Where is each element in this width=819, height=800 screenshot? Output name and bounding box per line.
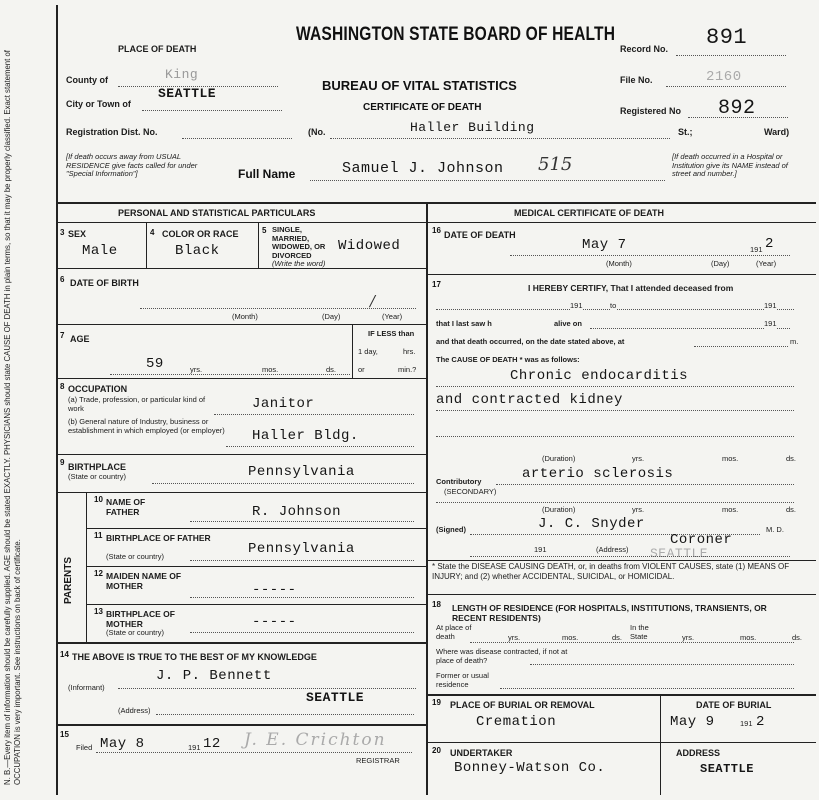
industry-label: (b) General nature of Industry, business or establishment in which employed (or employer) bbox=[68, 417, 225, 435]
father-birthplace: Pennsylvania bbox=[248, 541, 355, 557]
usual-residence-note: [If death occurs away from USUAL RESIDENCE give facts called for under "Special Information"] bbox=[66, 152, 198, 178]
sex: Male bbox=[82, 243, 118, 259]
age-ds-label: ds. bbox=[326, 365, 337, 374]
death-day-label: (Day) bbox=[711, 259, 730, 268]
color: Black bbox=[175, 243, 220, 259]
signed-label: (Signed) bbox=[436, 525, 466, 534]
duration-mos-2: mos. bbox=[722, 505, 739, 514]
death-occurred-text: and that death occurred, on the date stated above, at bbox=[436, 337, 625, 346]
secondary-label: (SECONDARY) bbox=[444, 487, 497, 496]
occupation-label: OCCUPATION bbox=[68, 384, 128, 394]
file-no-label: File No. bbox=[620, 75, 653, 85]
res-mos-1: mos. bbox=[562, 633, 579, 642]
county-label: County of bbox=[66, 75, 108, 85]
father-birthplace-label: BIRTHPLACE OF FATHER bbox=[106, 533, 211, 543]
cause-label: The CAUSE OF DEATH * was as follows: bbox=[436, 355, 580, 364]
cause-footnote: * State the DISEASE CAUSING DEATH, or, in deaths from VIOLENT CAUSES, state (1) MEANS OF INJURY; and (2) whether ACCIDENTAL, SUICIDAL, or HOMICIDAL. bbox=[432, 562, 790, 581]
alive-on-label: alive on bbox=[554, 319, 582, 328]
filed-year-prefix: 191 bbox=[188, 743, 201, 752]
signed-name: J. C. Snyder bbox=[538, 516, 645, 532]
registrar-signature: J. E. Crichton bbox=[244, 730, 387, 750]
informant-address-label: (Address) bbox=[118, 706, 151, 715]
death-certificate: N. B.—Every item of information should be carefully supplied. AGE should be stated EXACTLY. PHYSICIANS should state CAUSE OF DEATH in plain terms, so that it may be properly classified. Exact statement of OCCUPATION is very important. See instructions on back of certificate. PLACE OF DEATH WASHINGTON STATE BOARD OF HEALTH BUREAU OF VITAL STATISTICS CERTIFICATE OF DEATH Record No. 891 File No. 2160 Registered No 892 County of King City or Town of SEATTLE Registration Dist. No. (No. Haller Building St.; Ward) [If death occurs away from USUAL RESIDENCE give facts called for under "Special Information"] Full Name Samuel J. Johnson 515 [If death occurred in a Hospital or Institution give its NAME instead of street and number.] PERSONAL AND STATISTICAL PARTICULARS MEDICAL CERTIFICATE OF DEATH 3 SEX Male 4 COLOR OR RACE Black 5 SINGLE, MARRIED, WIDOWED, OR DIVORCED (Write the word) Widowed 6 DATE OF BIRTH / (Month) (Day) (Year) 7 AGE 59 yrs. mos. ds. IF LESS than 1 day, hrs. or min.? 8 OCCUPATION (a) Trade, profession, or particular kind of work Janitor (b) General nature of Industry, business or establishment in which employed (or employer) Haller Bldg. 9 BIRTHPLACE (State or country) Pennsylvania PARENTS 10 NAME OF FATHER R. Johnson 11 BIRTHPLACE OF FATHER (State or country) Pennsylvania 12 MAIDEN NAME OF MOTHER ----- 13 BIRTHPLACE OF MOTHER (State or country) ----- 14 THE ABOVE IS TRUE TO THE BEST OF MY KNOWLEDGE J. P. Bennett (Informant) SEATTLE (Address) 15 Filed May 8 191 12 J. E. Crichton REGISTRAR 16 DATE OF DEATH May 7 191 2 (Month) (Day) (Year) 17 I HEREBY CERTIFY, That I attended deceased from 191 to 191 that I last saw h alive on 191 and that death occurred, on the date stated above, at m. The CAUSE OF DEATH * was as follows: Chronic endocarditis and contracted kidney (Duration) yrs. mos. ds. Contributory (SECONDARY) arterio sclerosis (Duration) yrs. mos. ds. (Signed) J. C. Snyder M. D. Coroner 191 (Address) SEATTLE * State the DISEASE CAUSING DEATH, or, in deaths from VIOLENT CAUSES, state (1) MEANS OF INJURY; and (2) whether ACCIDENTAL, SUICIDAL, or HOMICIDAL. 18 LENGTH OF RESIDENCE (FOR HOSPITALS, INSTITUTIONS, TRANSIENTS, OR RECENT RESIDENTS) At place of death yrs. mos. ds. In the State yrs. mos. ds. Where was disease contracted, if not at place of death? Former or usual residence 19 PLACE OF BURIAL OR REMOVAL Cremation DATE OF BURIAL May 9 191 2 20 UNDERTAKER Bonney-Watson Co. ADDRESS SEATTLE bbox=[0, 0, 819, 800]
marital-label: SINGLE, MARRIED, WIDOWED, OR DIVORCED bbox=[272, 225, 326, 260]
sign-address-label: (Address) bbox=[596, 545, 629, 554]
last-saw-text: that I last saw h bbox=[436, 319, 492, 328]
undertaker: Bonney-Watson Co. bbox=[454, 760, 606, 776]
duration-mos-1: mos. bbox=[722, 454, 739, 463]
true-statement-label: THE ABOVE IS TRUE TO THE BEST OF MY KNOWLEDGE bbox=[72, 652, 317, 662]
sign-191: 191 bbox=[534, 545, 547, 554]
mother-maiden-label: MAIDEN NAME OF MOTHER bbox=[106, 571, 182, 591]
sign-address: SEATTLE bbox=[650, 546, 709, 561]
father-birthplace-sub: (State or country) bbox=[106, 552, 164, 561]
father-name-label: NAME OF FATHER bbox=[106, 497, 146, 517]
record-no: 891 bbox=[706, 25, 748, 50]
res-yrs-1: yrs. bbox=[508, 633, 521, 642]
contracted-label: Where was disease contracted, if not at place of death? bbox=[436, 647, 568, 665]
former-residence-label: Former or usual residence bbox=[436, 671, 489, 689]
filed-year: 12 bbox=[203, 736, 221, 752]
frame-left-rule bbox=[56, 5, 58, 795]
m-label: m. bbox=[790, 337, 799, 346]
duration-label-2: (Duration) bbox=[542, 505, 576, 514]
color-label: COLOR OR RACE bbox=[162, 229, 239, 239]
registration-dist-label: Registration Dist. No. bbox=[66, 127, 158, 137]
or-label: or bbox=[358, 365, 365, 374]
duration-label-1: (Duration) bbox=[542, 454, 576, 463]
bureau-title: BUREAU OF VITAL STATISTICS bbox=[322, 78, 517, 93]
certify-191-a: 191 bbox=[570, 301, 583, 310]
residence-label: LENGTH OF RESIDENCE (FOR HOSPITALS, INSTITUTIONS, TRANSIENTS, OR RECENT RESIDENTS) bbox=[452, 603, 767, 623]
parents-label: PARENTS bbox=[63, 556, 74, 604]
county-value: King bbox=[165, 67, 199, 82]
undertaker-address-label: ADDRESS bbox=[676, 748, 721, 758]
min-label: min.? bbox=[398, 365, 417, 374]
informant-address: SEATTLE bbox=[306, 690, 365, 705]
burial-place: Cremation bbox=[476, 714, 557, 730]
full-name-label: Full Name bbox=[238, 167, 296, 181]
cause-2: and contracted kidney bbox=[436, 392, 623, 408]
md-label: M. D. bbox=[766, 525, 784, 534]
burial-year: 2 bbox=[756, 714, 765, 730]
registered-no-label: Registered No bbox=[620, 106, 682, 116]
last-saw-191: 191 bbox=[764, 319, 777, 328]
board-title: WASHINGTON STATE BOARD OF HEALTH bbox=[296, 24, 616, 45]
mother-maiden: ----- bbox=[252, 582, 297, 598]
res-ds-2: ds. bbox=[792, 633, 803, 642]
age-mos-label: mos. bbox=[262, 365, 279, 374]
certify-text: I HEREBY CERTIFY, That I attended deceased from bbox=[528, 283, 734, 293]
place-of-death-label: PLACE OF DEATH bbox=[118, 44, 197, 54]
contributory-label: Contributory bbox=[436, 477, 482, 486]
age-label: AGE bbox=[70, 334, 90, 344]
full-name-extra: 515 bbox=[538, 154, 573, 175]
burial-year-prefix: 191 bbox=[740, 719, 753, 728]
registrar-label: REGISTRAR bbox=[356, 756, 400, 765]
mother-birthplace: ----- bbox=[252, 614, 297, 630]
informant-label: (Informant) bbox=[68, 683, 105, 692]
mother-birthplace-sub: (State or country) bbox=[106, 628, 164, 637]
ward-label: Ward) bbox=[764, 127, 790, 137]
filed-date: May 8 bbox=[100, 736, 145, 752]
city-value: SEATTLE bbox=[158, 86, 217, 101]
personal-section-title: PERSONAL AND STATISTICAL PARTICULARS bbox=[118, 208, 316, 218]
burial-date: May 9 bbox=[670, 714, 715, 730]
certifier-title: Coroner bbox=[670, 532, 733, 548]
death-year: 2 bbox=[765, 236, 774, 252]
dob-mark: / bbox=[370, 292, 376, 310]
informant: J. P. Bennett bbox=[156, 668, 272, 684]
burial-date-label: DATE OF BURIAL bbox=[696, 700, 772, 710]
duration-ds-1: ds. bbox=[786, 454, 797, 463]
filed-label: Filed bbox=[76, 743, 93, 752]
day-label: 1 day, bbox=[358, 347, 378, 356]
duration-ds-2: ds. bbox=[786, 505, 797, 514]
record-no-label: Record No. bbox=[620, 44, 669, 54]
birthplace: Pennsylvania bbox=[248, 464, 355, 480]
duration-yrs-1: yrs. bbox=[632, 454, 645, 463]
father-name: R. Johnson bbox=[252, 504, 342, 520]
undertaker-label: UNDERTAKER bbox=[450, 748, 513, 758]
date-of-death-label: DATE OF DEATH bbox=[444, 230, 516, 240]
burial-label: PLACE OF BURIAL OR REMOVAL bbox=[450, 700, 595, 710]
sidebar-note: N. B.—Every item of information should be carefully supplied. AGE should be stated EXACTLY. PHYSICIANS should state CAUSE OF DEATH in plain terms, so that it may be properly classified. Exact statement of OCCUPATION is very important. See instructions on back of certificate. bbox=[3, 50, 22, 785]
dob-year-label: (Year) bbox=[382, 312, 403, 321]
age-years: 59 bbox=[146, 356, 164, 372]
birthplace-sub: (State or country) bbox=[68, 472, 126, 481]
cause-1: Chronic endocarditis bbox=[510, 368, 689, 384]
dob-day-label: (Day) bbox=[322, 312, 341, 321]
mother-birthplace-label: BIRTHPLACE OF MOTHER bbox=[106, 609, 175, 629]
age-yrs-label: yrs. bbox=[190, 365, 203, 374]
certify-191-b: 191 bbox=[764, 301, 777, 310]
file-no: 2160 bbox=[706, 69, 742, 85]
registered-no: 892 bbox=[718, 97, 756, 120]
city-label: City or Town of bbox=[66, 99, 131, 109]
sex-label: SEX bbox=[68, 229, 87, 239]
death-year-prefix: 191 bbox=[750, 245, 763, 254]
in-state-label: In the State bbox=[630, 623, 649, 641]
street-no-label: (No. bbox=[308, 127, 326, 137]
street-value: Haller Building bbox=[410, 120, 535, 135]
death-date: May 7 bbox=[582, 237, 627, 253]
full-name: Samuel J. Johnson bbox=[342, 160, 504, 177]
st-label: St.; bbox=[678, 127, 693, 137]
death-month-label: (Month) bbox=[606, 259, 632, 268]
res-mos-2: mos. bbox=[740, 633, 757, 642]
trade-label: (a) Trade, profession, or particular kind of work bbox=[68, 395, 206, 413]
birthplace-label: BIRTHPLACE bbox=[68, 462, 126, 472]
duration-yrs-2: yrs. bbox=[632, 505, 645, 514]
marital-note: (Write the word) bbox=[272, 259, 326, 268]
death-year-label: (Year) bbox=[756, 259, 777, 268]
trade: Janitor bbox=[252, 396, 315, 412]
marital: Widowed bbox=[338, 238, 401, 254]
undertaker-address: SEATTLE bbox=[700, 762, 754, 776]
contributory-cause: arterio sclerosis bbox=[522, 466, 674, 482]
dob-label: DATE OF BIRTH bbox=[70, 278, 139, 288]
certificate-title: CERTIFICATE OF DEATH bbox=[363, 102, 482, 113]
dob-month-label: (Month) bbox=[232, 312, 258, 321]
at-place-label: At place of death bbox=[436, 623, 472, 641]
certify-to: to bbox=[610, 301, 617, 310]
medical-section-title: MEDICAL CERTIFICATE OF DEATH bbox=[514, 208, 664, 218]
hospital-note: [If death occurred in a Hospital or Institution give its NAME instead of street and number.] bbox=[672, 152, 788, 178]
hrs-label: hrs. bbox=[403, 347, 416, 356]
res-ds-1: ds. bbox=[612, 633, 623, 642]
if-less-label: IF LESS than bbox=[368, 329, 415, 338]
res-yrs-2: yrs. bbox=[682, 633, 695, 642]
industry: Haller Bldg. bbox=[252, 428, 359, 444]
